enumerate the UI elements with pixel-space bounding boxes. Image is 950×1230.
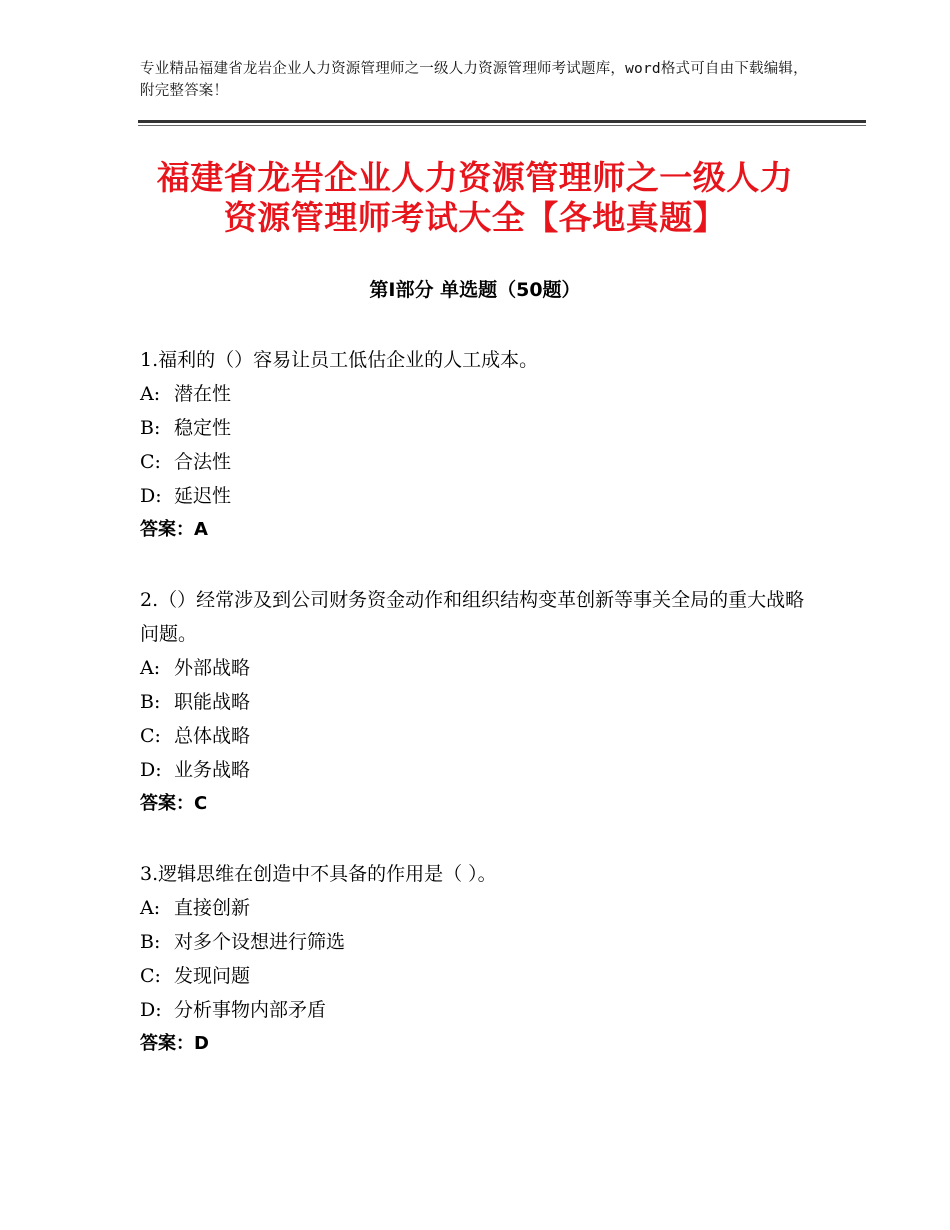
option-letter: C: [140,451,161,473]
option-c [140,719,810,753]
option-b [140,925,810,959]
question-stem: 1.福利的（）容易让员工低估企业的人工成本。 [140,349,539,371]
option-letter: C: [140,725,161,747]
option-text: 外部战略 [174,657,251,679]
option-text: 分析事物内部矛盾 [174,999,327,1021]
option-text: 合法性 [174,451,232,473]
option-text: 总体战略 [174,725,251,747]
option-text: 延迟性 [174,485,232,507]
document-title [120,158,830,238]
option-letter: D: [140,999,162,1021]
answer: 答案：A [140,519,208,540]
option-letter: B: [140,691,161,713]
option-letter: D: [140,485,162,507]
option-b [140,411,810,445]
option-letter: B: [140,931,161,953]
option-d [140,993,810,1027]
option-d [140,753,810,787]
question-stem: 2.（）经常涉及到公司财务资金动作和组织结构变革创新等事关全局的重大战略问题。 [140,589,805,645]
option-text: 发现问题 [174,965,251,987]
option-c [140,445,810,479]
option-text: 潜在性 [174,383,232,405]
question-stem: 3.逻辑思维在创造中不具备的作用是（ ）。 [140,863,497,885]
option-letter: A: [140,657,161,679]
answer: 答案：D [140,1033,209,1054]
option-text: 职能战略 [174,691,251,713]
option-letter: D: [140,759,162,781]
question-3 [140,857,810,1061]
section-title: 第Ⅰ部分 单选题（50题） [369,279,581,301]
answer: 答案：C [140,793,208,814]
option-letter: A: [140,383,161,405]
option-text: 业务战略 [174,759,251,781]
option-a [140,377,810,411]
option-text: 稳定性 [174,417,232,439]
option-text: 对多个设想进行筛选 [174,931,346,953]
option-a [140,891,810,925]
document-title-line-1: 福建省龙岩企业人力资源管理师之一级人力 [156,158,794,197]
header-note: 专业精品福建省龙岩企业人力资源管理师之一级人力资源管理师考试题库，word格式可自由下载编辑，附完整答案！ [140,61,808,99]
option-letter: A: [140,897,161,919]
option-text: 直接创新 [174,897,251,919]
header-rule-thick [138,120,866,123]
option-d [140,479,810,513]
question-1 [140,343,810,547]
question-2 [140,583,810,821]
option-letter: B: [140,417,161,439]
option-letter: C: [140,965,161,987]
option-b [140,685,810,719]
option-a [140,651,810,685]
question-list [140,343,810,1097]
option-c [140,959,810,993]
header-rule-thin [138,125,866,126]
document-title-line-2: 资源管理师考试大全【各地真题】 [223,198,727,237]
